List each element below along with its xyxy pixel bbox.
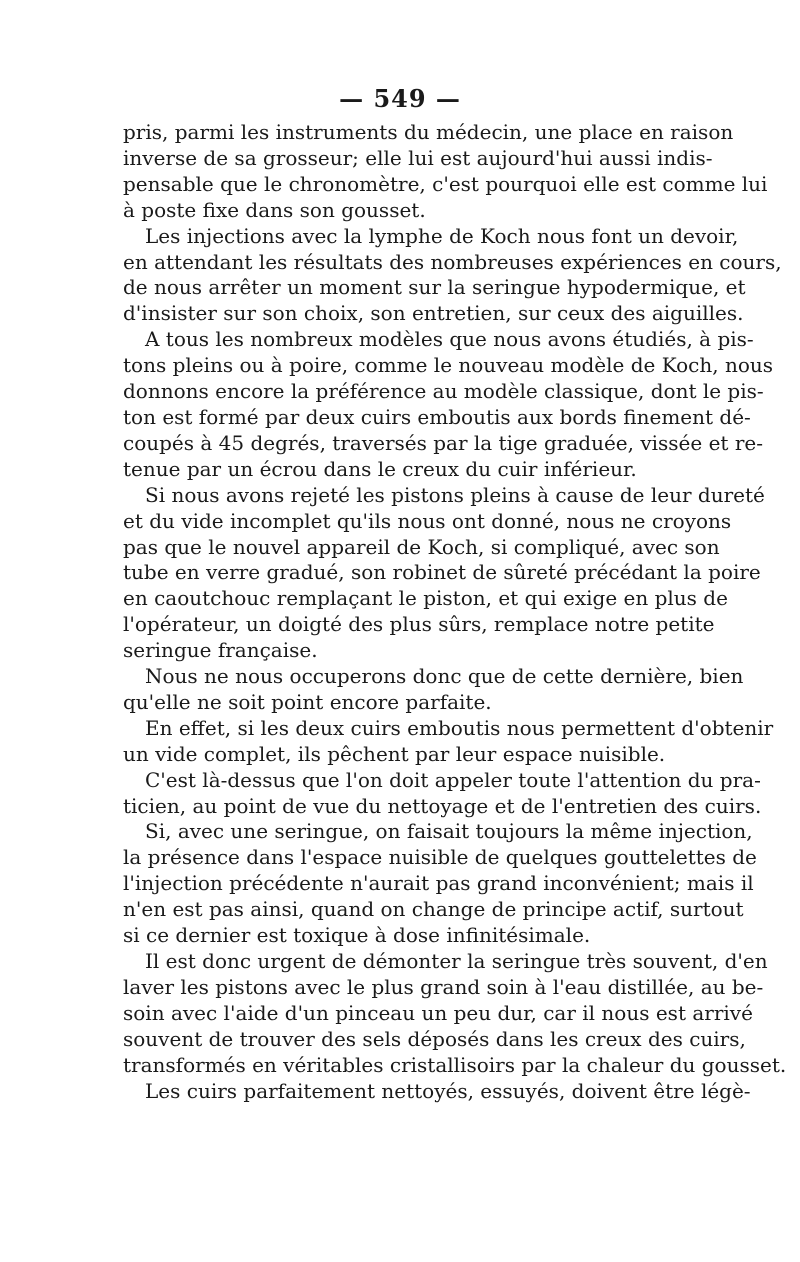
text-line: et du vide incomplet qu'ils nous ont donné, nous ne croyons [123, 508, 732, 533]
paragraph [123, 715, 774, 768]
text-line: d'insister sur son choix, son entretien, sur ceux des aiguilles. [123, 301, 744, 326]
text-line: souvent de trouver des sels déposés dans les creux des cuirs, [123, 1026, 746, 1051]
paragraph [123, 949, 787, 1079]
paragraph [123, 819, 757, 949]
text-line: pas que le nouvel appareil de Koch, si compliqué, avec son [123, 534, 720, 559]
text-line: transformés en véritables cristallisoirs par la chaleur du gousset. [123, 1052, 787, 1077]
text-line: A tous les nombreux modèles que nous avons étudiés, à pis- [145, 327, 754, 352]
text-line: soin avec l'aide d'un pinceau un peu dur, car il nous est arrivé [123, 1000, 753, 1025]
text-line: ticien, au point de vue du nettoyage et de l'entretien des cuirs. [123, 793, 762, 818]
text-line: de nous arrêter un moment sur la seringue hypodermique, et [123, 275, 746, 300]
text-line: Les injections avec la lymphe de Koch nous font un devoir, [145, 223, 739, 248]
text-line: tenue par un écrou dans le creux du cuir inférieur. [123, 456, 637, 481]
text-line: pensable que le chronomètre, c'est pourquoi elle est comme lui [123, 171, 768, 196]
text-line: donnons encore la préférence au modèle classique, dont le pis- [123, 379, 764, 404]
text-line: en attendant les résultats des nombreuses expériences en cours, [123, 249, 782, 274]
text-line: n'en est pas ainsi, quand on change de principe actif, surtout [123, 897, 744, 922]
text-line: laver les pistons avec le plus grand soin à l'eau distillée, au be- [123, 974, 764, 999]
paragraph [123, 327, 774, 482]
text-line: la présence dans l'espace nuisible de quelques gouttelettes de [123, 845, 757, 870]
text-line: si ce dernier est toxique à dose infinitésimale. [123, 923, 591, 948]
text-line: Si, avec une seringue, on faisait toujours la même injection, [145, 819, 753, 844]
text-line: seringue française. [123, 638, 318, 663]
text-line: pris, parmi les instruments du médecin, une place en raison [123, 120, 734, 144]
text-line: Il est donc urgent de démonter la seringue très souvent, d'en [145, 949, 768, 973]
text-line: ton est formé par deux cuirs emboutis aux bords finement dé- [123, 404, 751, 429]
text-line: En effet, si les deux cuirs emboutis nous permettent d'obtenir [145, 715, 774, 740]
text-line: coupés à 45 degrés, traversés par la tige graduée, vissée et re- [123, 430, 763, 455]
text-line: qu'elle ne soit point encore parfaite. [123, 689, 492, 714]
paragraph [123, 767, 762, 820]
text-line: l'injection précédente n'aurait pas grand inconvénient; mais il [123, 871, 754, 896]
body-text [123, 120, 787, 1104]
text-line: un vide complet, ils pêchent par leur espace nuisible. [123, 741, 666, 766]
text-line: Si nous avons rejeté les pistons pleins à cause de leur dureté [145, 482, 765, 507]
page-number: — 549 — [339, 84, 461, 113]
paragraph [123, 482, 765, 664]
text-line: inverse de sa grosseur; elle lui est aujourd'hui aussi indis- [123, 145, 713, 170]
text-line: Nous ne nous occuperons donc que de cette dernière, bien [145, 664, 744, 689]
text-line: Les cuirs parfaitement nettoyés, essuyés, doivent être légè- [145, 1078, 751, 1103]
text-line: C'est là-dessus que l'on doit appeler toute l'attention du pra- [145, 767, 761, 792]
text-line: tons pleins ou à poire, comme le nouveau modèle de Koch, nous [123, 353, 774, 378]
paragraph [123, 223, 782, 328]
paragraph [123, 664, 744, 716]
text-line: tube en verre gradué, son robinet de sûreté précédant la poire [123, 560, 761, 585]
paragraph [123, 1078, 751, 1105]
text-line: l'opérateur, un doigté des plus sûrs, remplace notre petite [123, 612, 715, 637]
text-line: à poste fixe dans son gousset. [123, 197, 426, 222]
text-line: en caoutchouc remplaçant le piston, et qui exige en plus de [123, 586, 728, 611]
paragraph [123, 120, 768, 224]
